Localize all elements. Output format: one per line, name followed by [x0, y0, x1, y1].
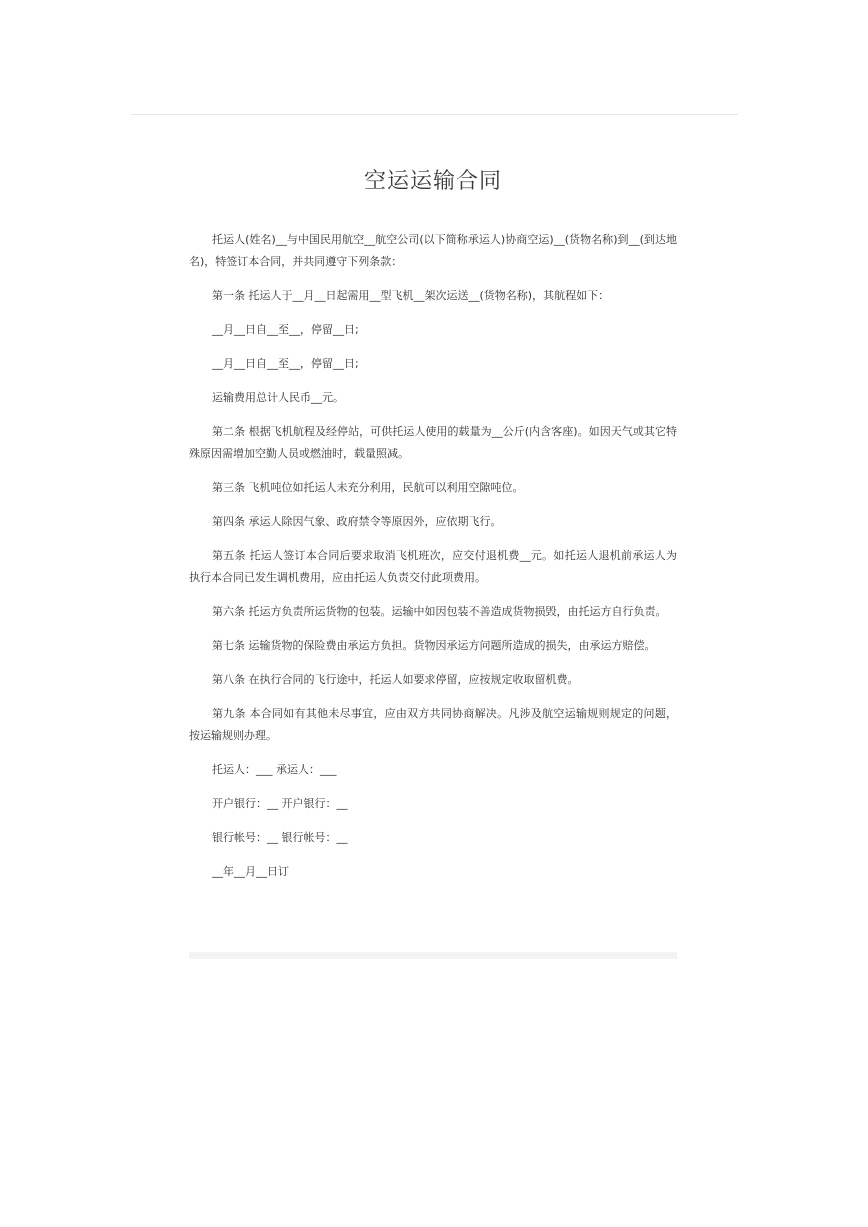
article-3-paragraph: 第三条 飞机吨位如托运人未充分利用，民航可以利用空隙吨位。: [212, 481, 524, 494]
article-2-paragraph: 第二条 根据飞机航程及经停站，可供托运人使用的载量为__公斤(内含客座)。如因天气或其它特殊原因需增加空勤人员或燃油时，载量照减。: [189, 425, 677, 460]
document-title: 空运运输合同: [363, 169, 502, 194]
contract-document: [189, 160, 677, 895]
flight-leg-2-line: __月__日自__至__，停留__日;: [212, 357, 359, 370]
parties-signature-line: 托运人：___ 承运人：___: [212, 763, 337, 776]
document-body: [189, 229, 677, 883]
top-divider: [131, 114, 738, 115]
bank-name-line: 开户银行：__ 开户银行：__: [212, 797, 348, 810]
bank-account-line: 银行帐号：__ 银行帐号：__: [212, 831, 348, 844]
article-9-paragraph: 第九条 本合同如有其他未尽事宜，应由双方共同协商解决。凡涉及航空运输规则规定的问题，按运输规则办理。: [189, 707, 677, 742]
date-line: __年__月__日订: [212, 865, 289, 878]
flight-leg-1-line: __月__日自__至__，停留__日;: [212, 323, 359, 336]
bottom-divider-bar: [189, 952, 677, 959]
article-7-paragraph: 第七条 运输货物的保险费由承运方负担。货物因承运方问题所造成的损失，由承运方赔偿。: [212, 639, 656, 652]
article-8-paragraph: 第八条 在执行合同的飞行途中，托运人如要求停留，应按规定收取留机费。: [212, 673, 579, 686]
article-5-paragraph: 第五条 托运人签订本合同后要求取消飞机班次，应交付退机费__元。如托运人退机前承运人为执行本合同已发生调机费用，应由托运人负责交付此项费用。: [189, 549, 677, 584]
article-6-paragraph: 第六条 托运方负责所运货物的包装。运输中如因包装不善造成货物损毁，由托运方自行负责。: [212, 605, 667, 618]
total-fee-line: 运输费用总计人民币__元。: [212, 391, 344, 404]
article-4-paragraph: 第四条 承运人除因气象、政府禁令等原因外，应依期飞行。: [212, 515, 502, 528]
intro-paragraph: 托运人(姓名)__与中国民用航空__航空公司(以下简称承运人)协商空运)__(货物名称)到__(到达地名)，特签订本合同，并共同遵守下列条款：: [189, 233, 677, 268]
article-1-paragraph: 第一条 托运人于__月__日起需用__型飞机__架次运送__(货物名称)，其航程如下：: [212, 289, 610, 302]
